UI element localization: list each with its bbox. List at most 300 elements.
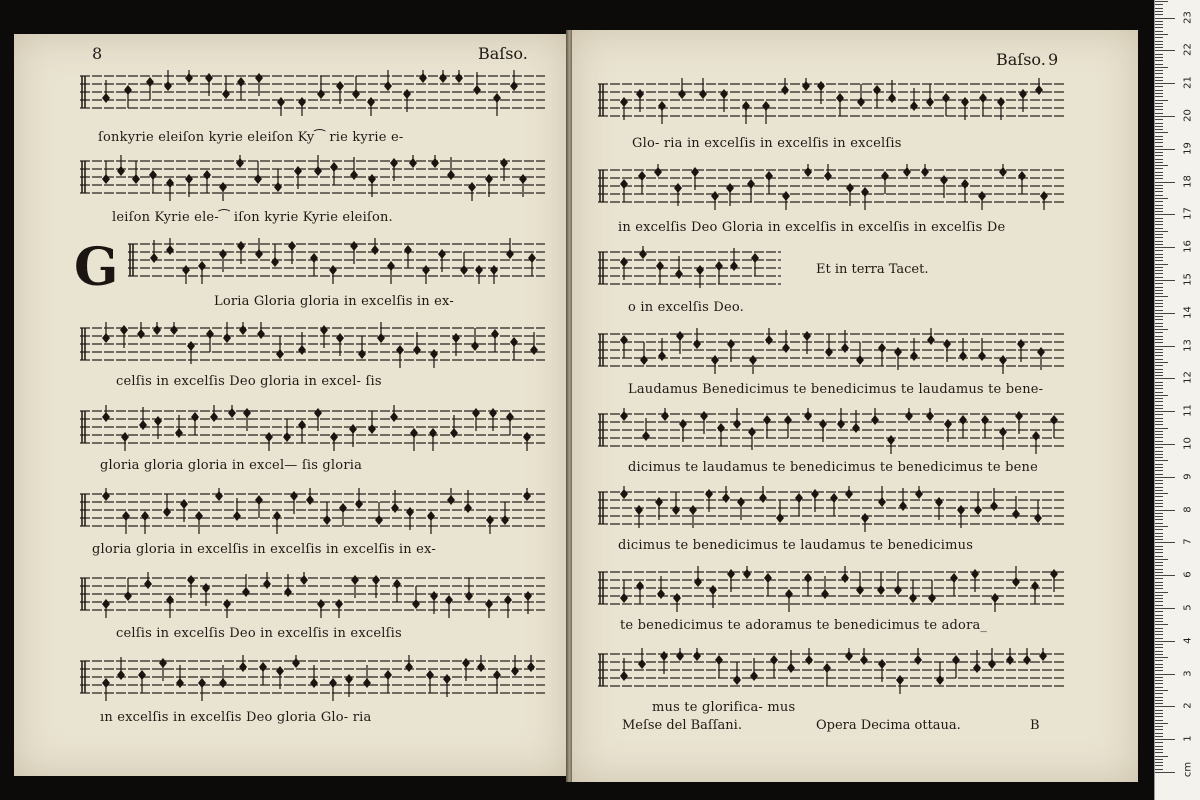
ruler-tick [1155, 618, 1163, 619]
ruler-tick [1155, 533, 1163, 534]
ruler-tick [1155, 483, 1163, 484]
ruler-tick [1155, 513, 1163, 514]
ruler-tick [1155, 546, 1163, 547]
ruler-tick [1155, 83, 1175, 84]
ruler-tick [1155, 93, 1163, 94]
ruler-tick [1155, 293, 1163, 294]
ruler-tick [1155, 96, 1163, 97]
ruler-tick [1155, 464, 1163, 465]
ruler-tick [1155, 408, 1163, 409]
ruler-tick [1155, 559, 1168, 560]
ruler-tick [1155, 575, 1175, 576]
ruler-tick [1155, 411, 1175, 412]
ruler-tick [1155, 664, 1163, 665]
ruler-tick [1155, 601, 1163, 602]
ruler-tick [1155, 18, 1175, 19]
ruler-tick [1155, 608, 1175, 609]
ruler-tick [1155, 175, 1163, 176]
ruler-tick [1155, 401, 1163, 402]
ruler-tick [1155, 756, 1168, 757]
ruler-number: 23 [1182, 10, 1194, 24]
ruler-tick [1155, 654, 1163, 655]
ruler-tick [1155, 44, 1163, 45]
lyric-line: leiſon Kyrie ele-⁀ iſon kyrie Kyrie eleiſon. [112, 210, 393, 225]
ruler-tick [1155, 638, 1163, 639]
ruler-tick [1155, 444, 1175, 445]
ruler-tick [1155, 382, 1163, 383]
ruler-tick [1155, 77, 1163, 78]
ruler-tick [1155, 726, 1163, 727]
ruler-tick [1155, 241, 1163, 242]
ruler-tick [1155, 27, 1163, 28]
ruler-number: 20 [1182, 109, 1194, 122]
music-staff [598, 246, 781, 292]
ruler-tick [1155, 323, 1163, 324]
ruler-number: 22 [1182, 43, 1194, 57]
right-running-head: Baſso. [996, 50, 1046, 69]
ruler-tick [1155, 592, 1168, 593]
ruler-tick [1155, 392, 1163, 393]
ruler-tick [1155, 667, 1163, 668]
ruler-tick [1155, 670, 1163, 671]
ruler-tick [1155, 21, 1163, 22]
ruler-tick [1155, 506, 1163, 507]
ruler-tick [1155, 496, 1163, 497]
ruler-tick [1155, 395, 1168, 396]
lyric-line: mus te glorifica- mus [652, 700, 796, 715]
ruler-tick [1155, 201, 1163, 202]
ruler-tick [1155, 526, 1168, 527]
ruler-tick [1155, 80, 1163, 81]
ruler-tick [1155, 474, 1163, 475]
ruler-tick [1155, 100, 1168, 101]
ruler-number: 6 [1182, 571, 1194, 578]
lyric-line: gloria gloria in excelſis in excelſis in excelſis in ex- [92, 542, 436, 557]
ruler-tick [1155, 41, 1163, 42]
ruler-tick [1155, 142, 1163, 143]
music-staff [80, 655, 545, 701]
ruler-tick [1155, 634, 1163, 635]
ruler-tick [1155, 280, 1175, 281]
ruler-tick [1155, 375, 1163, 376]
ruler-tick [1155, 657, 1168, 658]
ruler-tick [1155, 67, 1168, 68]
ruler-tick [1155, 198, 1168, 199]
ruler-tick [1155, 418, 1163, 419]
lyric-line: te benedicimus te adoramus te benedicimus te adora_ [620, 618, 988, 633]
ruler-tick [1155, 106, 1163, 107]
ruler-tick [1155, 24, 1163, 25]
ruler-tick [1155, 149, 1175, 150]
lyric-line: ın excelſis in excelſis Deo gloria Glo- ria [100, 710, 372, 725]
ruler-tick [1155, 421, 1163, 422]
ruler-tick [1155, 178, 1163, 179]
ruler-tick [1155, 441, 1163, 442]
music-staff [80, 572, 545, 618]
ruler-tick [1155, 700, 1163, 701]
ruler-tick [1155, 172, 1163, 173]
ruler-tick [1155, 60, 1163, 61]
ruler-tick [1155, 369, 1163, 370]
ruler-tick [1155, 451, 1163, 452]
ruler-tick [1155, 582, 1163, 583]
right-page-number: 9 [1048, 50, 1059, 69]
ruler-tick [1155, 457, 1163, 458]
ruler-tick [1155, 500, 1163, 501]
ruler-tick [1155, 287, 1163, 288]
ruler-tick [1155, 90, 1163, 91]
ruler-tick [1155, 437, 1163, 438]
ruler-tick [1155, 388, 1163, 389]
ruler-tick [1155, 628, 1163, 629]
ruler-tick [1155, 683, 1163, 684]
ruler-tick [1155, 47, 1163, 48]
ruler-tick [1155, 414, 1163, 415]
ruler-tick [1155, 615, 1163, 616]
music-staff [128, 238, 545, 284]
ruler-tick [1155, 605, 1163, 606]
ruler-tick [1155, 746, 1163, 747]
ruler-tick [1155, 319, 1163, 320]
ruler-tick [1155, 529, 1163, 530]
ruler-tick [1155, 244, 1163, 245]
ruler-tick [1155, 136, 1163, 137]
music-staff [80, 155, 545, 201]
ruler-tick [1155, 359, 1163, 360]
ruler-tick [1155, 208, 1163, 209]
ruler-number: 11 [1182, 404, 1194, 418]
ruler-tick [1155, 487, 1163, 488]
ruler-tick [1155, 139, 1163, 140]
ruler-tick [1155, 123, 1163, 124]
ruler-tick [1155, 372, 1163, 373]
ruler-tick [1155, 191, 1163, 192]
ruler-tick [1155, 687, 1163, 688]
ruler-tick [1155, 70, 1163, 71]
lyric-line: Laudamus Benedicimus te benedicimus te laudamus te bene- [628, 382, 1044, 397]
ruler-tick [1155, 119, 1163, 120]
ruler-tick [1155, 690, 1168, 691]
music-staff [598, 566, 1066, 612]
ruler-tick [1155, 742, 1163, 743]
ruler-tick [1155, 470, 1163, 471]
ruler-tick [1155, 519, 1163, 520]
music-staff [80, 70, 545, 116]
lyric-line: ſonkyrie eleiſon kyrie eleiſon Ky⁀ rie kyrie e- [98, 130, 404, 145]
ruler-tick [1155, 129, 1163, 130]
ruler-tick [1155, 736, 1163, 737]
ruler-tick [1155, 660, 1163, 661]
music-staff [598, 78, 1066, 124]
music-staff [598, 648, 1066, 694]
music-staff [598, 164, 1066, 210]
ruler-tick [1155, 759, 1163, 760]
ruler-tick [1155, 674, 1175, 675]
ruler-tick [1155, 723, 1168, 724]
ruler-tick [1155, 185, 1163, 186]
ruler-tick [1155, 542, 1175, 543]
lyric-line: Glo- ria in excelſis in excelſis in excelſis [632, 136, 902, 151]
ruler-tick [1155, 211, 1163, 212]
ruler-tick [1155, 224, 1163, 225]
ruler-tick [1155, 260, 1163, 261]
ruler-number: 21 [1182, 76, 1194, 90]
ruler-tick [1155, 267, 1163, 268]
ruler-tick [1155, 64, 1163, 65]
ruler-tick [1155, 218, 1163, 219]
ruler-tick [1155, 431, 1163, 432]
ruler-tick [1155, 336, 1163, 337]
music-staff [598, 328, 1066, 374]
ruler-tick [1155, 716, 1163, 717]
ruler-tick [1155, 434, 1163, 435]
lyric-line: dicimus te laudamus te benedicimus te benedicimus te bene [628, 460, 1038, 475]
ruler-tick [1155, 769, 1163, 770]
ruler-tick [1155, 155, 1163, 156]
ruler-tick [1155, 490, 1163, 491]
ruler-tick [1155, 270, 1163, 271]
ruler-number: 8 [1182, 505, 1194, 513]
ruler-tick [1155, 37, 1163, 38]
ruler-tick [1155, 516, 1163, 517]
ruler-number: 4 [1182, 637, 1194, 644]
ruler-tick [1155, 677, 1163, 678]
ruler-tick [1155, 132, 1168, 133]
ruler-tick [1155, 326, 1163, 327]
lyric-line: celſis in excelſis Deo in excelſis in excelſis [116, 626, 402, 641]
ruler-tick [1155, 641, 1175, 642]
ruler-tick [1155, 569, 1163, 570]
lyric-line: celſis in excelſis Deo gloria in excel- ſis [116, 374, 382, 389]
lyric-line: gloria gloria gloria in excel— ſis gloria [100, 458, 363, 473]
ruler-tick [1155, 296, 1168, 297]
ruler-tick [1155, 159, 1163, 160]
ruler-tick [1155, 556, 1163, 557]
ruler-tick [1155, 447, 1163, 448]
ruler-tick [1155, 536, 1163, 537]
ruler-tick [1155, 316, 1163, 317]
ruler-tick [1155, 733, 1163, 734]
ruler-tick [1155, 237, 1163, 238]
ruler-tick [1155, 310, 1163, 311]
ruler-tick [1155, 152, 1163, 153]
ruler-tick [1155, 355, 1163, 356]
ruler-number: 15 [1182, 273, 1194, 286]
ruler-tick [1155, 228, 1163, 229]
ruler-tick [1155, 424, 1163, 425]
ruler-number: 10 [1182, 437, 1194, 450]
lyric-line: o in excelſis Deo. [628, 300, 744, 315]
ruler-tick [1155, 588, 1163, 589]
ruler-number: 12 [1182, 371, 1194, 385]
ruler-tick [1155, 221, 1163, 222]
ruler-tick [1155, 168, 1163, 169]
ruler-tick [1155, 254, 1163, 255]
ruler-tick [1155, 428, 1168, 429]
ruler-tick [1155, 467, 1163, 468]
ruler-tick [1155, 385, 1163, 386]
ruler-tick [1155, 54, 1163, 55]
ruler-tick [1155, 342, 1163, 343]
ruler-tick [1155, 739, 1175, 740]
ruler-number: 9 [1182, 473, 1194, 480]
ruler-tick [1155, 572, 1163, 573]
ruler-tick [1155, 109, 1163, 110]
ruler-tick [1155, 713, 1163, 714]
music-staff [598, 486, 1066, 532]
ruler-tick [1155, 113, 1163, 114]
ruler-tick [1155, 349, 1163, 350]
ruler-tick [1155, 539, 1163, 540]
ruler-tick [1155, 290, 1163, 291]
ruler-tick [1155, 611, 1163, 612]
music-staff [80, 405, 545, 451]
ruler-tick [1155, 647, 1163, 648]
ruler-number: 17 [1182, 207, 1194, 221]
initial-letter: G [74, 237, 119, 298]
ruler-tick [1155, 578, 1163, 579]
ruler-tick [1155, 552, 1163, 553]
ruler-tick [1155, 510, 1175, 511]
ruler-tick [1155, 264, 1168, 265]
ruler-tick [1155, 523, 1163, 524]
ruler-tick [1155, 146, 1163, 147]
left-page-number: 8 [92, 44, 103, 63]
ruler-tick [1155, 313, 1175, 314]
ruler-tick [1155, 339, 1163, 340]
ruler-tick [1155, 195, 1163, 196]
ruler-tick [1155, 398, 1163, 399]
measurement-ruler [1154, 0, 1200, 800]
ruler-tick [1155, 585, 1163, 586]
ruler-tick [1155, 126, 1163, 127]
ruler-number: 13 [1182, 338, 1194, 352]
ruler-tick [1155, 257, 1163, 258]
ruler-tick [1155, 11, 1163, 12]
ruler-tick [1155, 549, 1163, 550]
ruler-tick [1155, 454, 1163, 455]
ruler-tick [1155, 247, 1175, 248]
ruler-tick [1155, 697, 1163, 698]
ruler-number: 5 [1182, 604, 1194, 611]
ruler-tick [1155, 631, 1163, 632]
ruler-tick [1155, 503, 1163, 504]
ruler-tick [1155, 73, 1163, 74]
ruler-tick [1155, 493, 1168, 494]
ruler-tick [1155, 231, 1168, 232]
ruler-tick [1155, 34, 1168, 35]
footer-title: Meſse del Baſſani. [622, 718, 742, 733]
ruler-tick [1155, 165, 1168, 166]
ruler-tick [1155, 86, 1163, 87]
ruler-tick [1155, 234, 1163, 235]
ruler-tick [1155, 762, 1163, 763]
ruler-tick [1155, 772, 1175, 773]
ruler-number: 7 [1182, 538, 1194, 546]
lyric-line: dicimus te benedicimus te laudamus te benedicimus [618, 538, 974, 553]
ruler-tick [1155, 752, 1163, 753]
ruler-tick [1155, 57, 1163, 58]
ruler-tick [1155, 480, 1163, 481]
ruler-number: 3 [1182, 669, 1194, 677]
ruler-tick [1155, 182, 1175, 183]
ruler-number: 18 [1182, 174, 1194, 188]
ruler-tick [1155, 162, 1163, 163]
ruler-number: 19 [1182, 141, 1194, 155]
ruler-tick [1155, 277, 1163, 278]
ruler-tick [1155, 595, 1163, 596]
ruler-tick [1155, 598, 1163, 599]
music-staff [80, 322, 545, 368]
ruler-tick [1155, 116, 1175, 117]
ruler-tick [1155, 693, 1163, 694]
ruler-tick [1155, 352, 1163, 353]
ruler-unit: cm [1182, 761, 1194, 778]
ruler-tick [1155, 710, 1163, 711]
ruler-tick [1155, 644, 1163, 645]
ruler-tick [1155, 50, 1175, 51]
ruler-tick [1155, 378, 1175, 379]
tacet-instruction: Et in terra Tacet. [816, 262, 929, 277]
ruler-tick [1155, 306, 1163, 307]
ruler-tick [1155, 329, 1168, 330]
ruler-tick [1155, 300, 1163, 301]
ruler-tick [1155, 749, 1163, 750]
ruler-tick [1155, 720, 1163, 721]
ruler-tick [1155, 283, 1163, 284]
ruler-tick [1155, 565, 1163, 566]
lyric-line: Loria Gloria gloria in excelſis in ex- [214, 294, 454, 309]
signature-mark: B [1030, 718, 1040, 733]
ruler-tick [1155, 103, 1163, 104]
ruler-tick [1155, 703, 1163, 704]
ruler-number: 16 [1182, 240, 1194, 254]
ruler-tick [1155, 362, 1168, 363]
ruler-tick [1155, 562, 1163, 563]
ruler-tick [1155, 14, 1163, 15]
ruler-number: 14 [1182, 305, 1194, 319]
ruler-tick [1155, 651, 1163, 652]
ruler-tick [1155, 332, 1163, 333]
ruler-tick [1155, 706, 1175, 707]
ruler-tick [1155, 765, 1163, 766]
ruler-number: 1 [1182, 735, 1194, 742]
lyric-line: in excelſis Deo Gloria in excelſis in excelſis in excelſis De [618, 220, 1006, 235]
music-staff [598, 408, 1066, 454]
ruler-tick [1155, 8, 1163, 9]
footer-opus: Opera Decima ottaua. [816, 718, 961, 733]
ruler-tick [1155, 346, 1175, 347]
ruler-tick [1155, 188, 1163, 189]
ruler-number: 2 [1182, 702, 1194, 710]
ruler-tick [1155, 303, 1163, 304]
ruler-tick [1155, 365, 1163, 366]
ruler-tick [1155, 460, 1168, 461]
ruler-tick [1155, 477, 1175, 478]
ruler-tick [1155, 729, 1163, 730]
ruler-tick [1155, 405, 1163, 406]
ruler-tick [1155, 273, 1163, 274]
ruler-tick [1155, 214, 1175, 215]
ruler-tick [1155, 205, 1163, 206]
music-staff [80, 488, 545, 534]
ruler-tick [1155, 680, 1163, 681]
ruler-tick [1155, 31, 1163, 32]
ruler-tick [1155, 621, 1163, 622]
ruler-tick [1155, 624, 1168, 625]
ruler-tick [1155, 1, 1168, 2]
left-running-head: Baſso. [478, 44, 528, 63]
